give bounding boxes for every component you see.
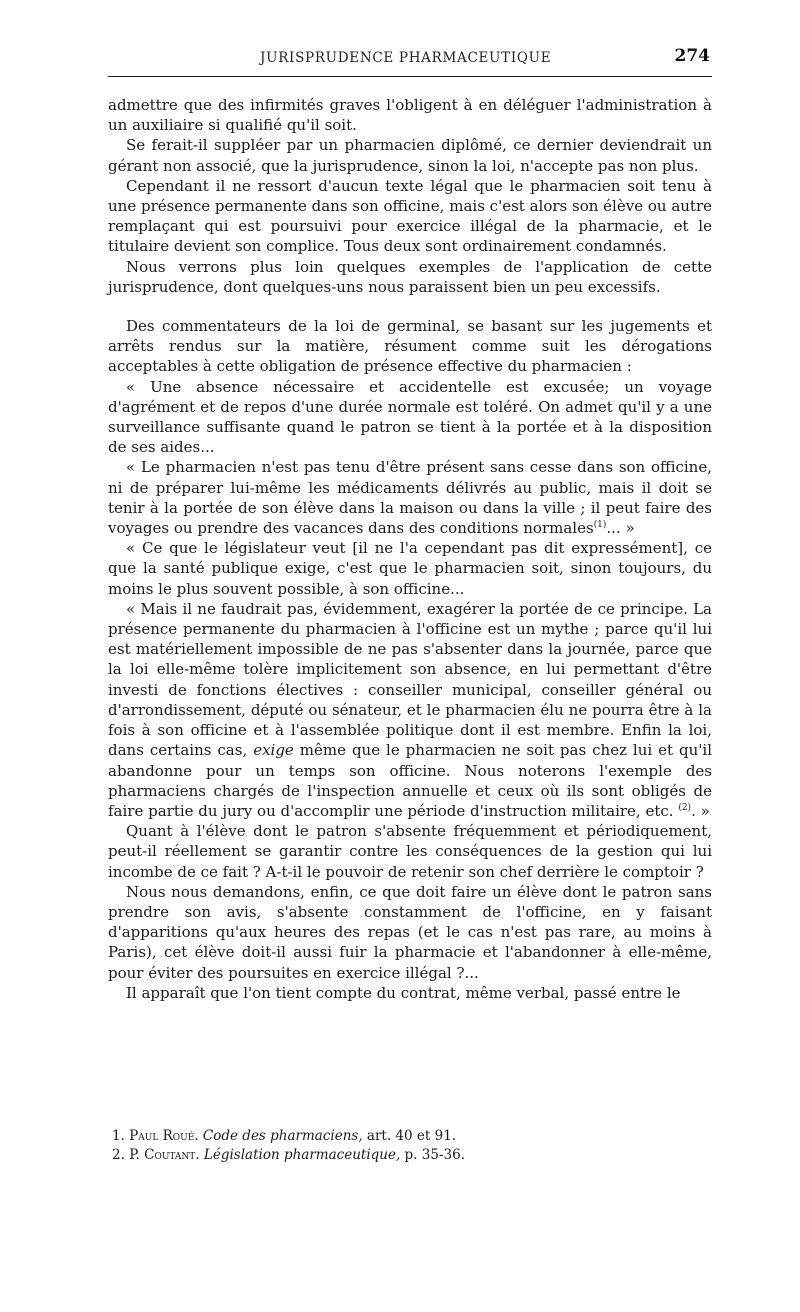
footnote-ref: (1) <box>593 520 607 531</box>
footnote <box>112 1146 712 1165</box>
footnote-rest: p. 35-36. <box>404 1147 465 1163</box>
quote-close: ... » <box>606 519 635 538</box>
paragraph: Il apparaît que l'on tient compte du contrat, même verbal, passé entre le <box>126 983 681 1002</box>
footnote <box>112 1127 712 1146</box>
quote-paragraph: « Une absence nécessaire et accidentelle est excusée; un voyage d'agrément et de repos d'une durée normale est toléré. On admet qu'il y a une surveillance suffisante quand le patron se tient à la portée et à la disposition de ses aides... <box>108 377 712 457</box>
quote-paragraph <box>108 457 712 538</box>
footnote-title: Législation pharmaceutique, <box>203 1147 401 1163</box>
paragraph: admettre que des infirmités graves l'obligent à en déléguer l'administration à un auxiliaire si qualifié qu'il soit. <box>108 96 712 135</box>
paragraph: Nous verrons plus loin quelques exemples de l'application de cette jurisprudence, dont quelques-uns nous paraissent bien un peu excessifs. <box>108 257 712 296</box>
footnote-author: P. Coutant. <box>129 1147 200 1163</box>
footnotes <box>112 1127 712 1165</box>
body-text <box>108 95 712 1003</box>
footnote-rest: art. 40 et 91. <box>366 1128 457 1144</box>
quote-close: . » <box>691 801 710 820</box>
footnote-number: 2. <box>112 1147 125 1163</box>
paragraph: Des commentateurs de la loi de germinal, se basant sur les jugements et arrêts rendus sur la matière, résument comme suit les dérogations acceptables à cette obligation de présence effective du pharmacien : <box>108 317 712 376</box>
paragraph: Nous nous demandons, enfin, ce que doit faire un élève dont le patron sans prendre son avis, s'absente constamment de l'officine, en y faisant d'apparitions qu'aux heures des repas (et le cas n'est pas rare, au moins à Paris), cet élève doit-il aussi fuir la pharmacie et l'abandonner à elle-même, pour éviter des poursuites en exercice illégal ?... <box>108 882 712 982</box>
paragraph: Cependant il ne ressort d'aucun texte légal que le pharmacien soit tenu à une présence permanente dans son officine, mais c'est alors son élève ou autre remplaçant qui est poursuivi pour exercice illégal de la pharmacie, et le titulaire devient son complice. Tous deux sont ordinairement condamnés. <box>108 176 712 256</box>
footnote-number: 1. <box>112 1128 125 1144</box>
page-number: 274 <box>674 46 710 66</box>
emphasis-word: exige <box>253 741 294 760</box>
footnote-title: Code des pharmaciens, <box>202 1128 363 1144</box>
quote-text: « Mais il ne faudrait pas, évidemment, exagérer la portée de ce principe. La présence permanente du pharmacien à l'officine est un mythe ; parce qu'il lui est matériellement impossible de ne pas s'absenter dans la journée, parce que la loi elle-même tolère implicitement son absence, en lui permettant d'être investi de fonctions électives : conseiller municipal, conseiller général ou d'arrondissement, député ou sénateur, et le pharmacien élu ne pourra être à la fois à son officine et à l'assemblée politique dont il est membre. Enfin la loi, dans certains cas, <box>108 599 712 760</box>
paragraph: Se ferait-il suppléer par un pharmacien diplômé, ce dernier deviendrait un gérant non associé, que la jurisprudence, sinon la loi, n'accepte pas non plus. <box>108 136 712 175</box>
footnote-author: Paul Roué. <box>129 1128 199 1144</box>
header-rule <box>108 76 712 77</box>
footnote-ref: (2) <box>678 802 692 813</box>
quote-text: « Le pharmacien n'est pas tenu d'être présent sans cesse dans son officine, ni de préparer lui-même les médicaments délivrés au public, mais il doit se tenir à la portée de son élève dans la maison ou dans la ville ; il peut faire des voyages ou prendre des vacances dans des conditions normales <box>108 458 712 538</box>
quote-paragraph <box>108 599 712 821</box>
quote-paragraph: « Ce que le législateur veut [il ne l'a cependant pas dit expressément], ce que la santé publique exige, c'est que le pharmacien soit, sinon toujours, du moins le plus souvent possible, à son officine... <box>108 539 712 598</box>
quote-text: même que le pharmacien ne soit pas chez lui et qu'il abandonne pour un temps son officine. Nous noterons l'exemple des pharmaciens chargés de l'inspection annuelle et ceux où ils sont obligés de faire partie du jury ou d'accomplir une période d'instruction militaire, etc. <box>108 741 712 820</box>
running-title: JURISPRUDENCE PHARMACEUTIQUE <box>260 50 552 66</box>
page-header <box>108 44 712 76</box>
paragraph: Quant à l'élève dont le patron s'absente fréquemment et périodiquement, peut-il réellement se garantir contre les conséquences de la gestion qui lui incombe de ce fait ? A-t-il le pouvoir de retenir son chef derrière le comptoir ? <box>108 822 712 881</box>
